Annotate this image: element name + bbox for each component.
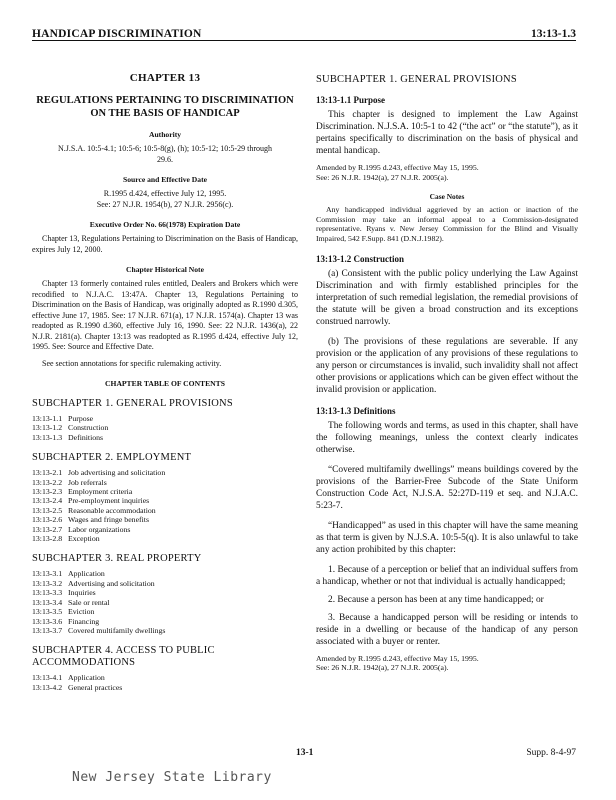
chapter-number: CHAPTER 13 (129, 72, 201, 84)
toc-subchapter-heading: SUBCHAPTER 4. ACCESS TO PUBLIC ACCOMMODATIONS (32, 645, 215, 669)
toc-item (32, 617, 298, 626)
toc-item-title: Financing (68, 616, 100, 626)
toc-item-number: 13:13-3.7 (32, 625, 63, 635)
toc-item-number: 13:13-4.1 (32, 673, 63, 683)
toc-item-number: 13:13-1.3 (32, 432, 63, 442)
source-line-1: R.1995 d.424, effective July 12, 1995. (103, 189, 227, 198)
case-notes-text: Any handicapped individual aggrieved by an action or inaction of the Commission may take an informal appeal to a Commission-designated representative. Ryans v. New Jersey Commission for the Blind and Visually Impaired, 542 F.Supp. 841 (D.N.J.1982). (316, 205, 578, 243)
toc-item-title: Reasonable accommodation (68, 505, 156, 515)
toc-item (32, 433, 298, 442)
toc-item-number: 13:13-2.7 (32, 524, 63, 534)
toc-subchapter-heading: SUBCHAPTER 3. REAL PROPERTY (32, 553, 202, 565)
table-of-contents (32, 398, 298, 692)
toc-item (32, 534, 298, 543)
header-section-number: 13:13-1.3 (530, 28, 576, 40)
purpose-amendment (316, 163, 578, 182)
toc-item-number: 13:13-3.4 (32, 597, 63, 607)
toc-item-number: 13:13-3.6 (32, 616, 63, 626)
section-heading-construction: 13:13-1.2 Construction (316, 253, 404, 264)
toc-item (32, 673, 298, 682)
toc-item-number: 13:13-2.6 (32, 515, 63, 525)
toc-item (32, 478, 298, 487)
toc-item-title: Advertising and solicitation (68, 578, 155, 588)
toc-item-number: 13:13-3.3 (32, 588, 63, 598)
toc-item (32, 423, 298, 432)
see-section-note: See section annotations for specific rulemaking activity. (42, 358, 222, 368)
toc-item (32, 598, 298, 607)
chapter-title: REGULATIONS PERTAINING TO DISCRIMINATION ON THE BASIS OF HANDICAP (36, 95, 294, 119)
toc-item (32, 569, 298, 578)
toc-item-number: 13:13-2.5 (32, 505, 63, 515)
definition-covered-multifamily: “Covered multifamily dwellings” means buildings covered by the provisions of the Barrier-Free Subcode of the State Uniform Construction Code Act, N.J.S.A. 52:27D-119 et seq. and N.J.A.C. 5:23-7. (316, 464, 578, 511)
authority-label: Authority (148, 130, 182, 139)
toc-item-title: Wages and fringe benefits (68, 515, 149, 525)
toc-item-number: 13:13-1.1 (32, 414, 63, 423)
toc-item-number: 13:13-2.8 (32, 534, 63, 544)
definitions-intro: The following words and terms, as used in this chapter, shall have the following meanings, unless the context clearly indicates otherwise. (316, 420, 578, 455)
section-heading-definitions: 13:13-1.3 Definitions (316, 405, 396, 416)
definition-handicapped: “Handicapped” as used in this chapter will have the same meaning as that term is given by N.J.S.A. 10:5-5(q). It is also unlawful to take any action prohibited by this chapter: (316, 520, 578, 555)
toc-item-number: 13:13-2.3 (32, 487, 63, 497)
toc-subchapter-heading: SUBCHAPTER 2. EMPLOYMENT (32, 452, 192, 464)
toc-item (32, 579, 298, 588)
supplement-date: Supp. 8-4-97 (526, 748, 576, 758)
construction-paragraph-b: (b) The provisions of these regulations are severable. If any provision or the application of any provisions of these regulations to any person or circumstances is invalid, such invalidity shall not affect other provisions or applications which can be given effect without the invalid provision or application. (316, 336, 578, 395)
page-number: 13-1 (296, 748, 314, 758)
source-label: Source and Effective Date (122, 175, 207, 184)
construction-paragraph-a: (a) Consistent with the public policy underlying the Law Against Discrimination and with firmly established principles for the interpretation of such remedial legislation, the remedial provisions of the statute will be given a broad construction and its exceptions construed narrowly. (316, 268, 578, 327)
toc-item-title: Eviction (68, 607, 95, 617)
toc-subchapter-heading: SUBCHAPTER 1. GENERAL PROVISIONS (32, 398, 233, 409)
toc-item-number: 13:13-2.2 (32, 477, 63, 487)
purpose-text: This chapter is designed to implement the Law Against Discrimination. N.J.S.A. 10:5-1 to 42 (“the act” or “the statute”), as it pertains specifically to discrimination on the basis of physical and mental handicap. (316, 110, 578, 156)
toc-list (32, 468, 298, 543)
subchapter-heading: SUBCHAPTER 1. GENERAL PROVISIONS (316, 74, 517, 85)
toc-item (32, 588, 298, 597)
toc-item (32, 626, 298, 635)
running-header (32, 22, 576, 41)
toc-list (32, 414, 298, 442)
toc-item-title: Inquiries (68, 588, 96, 598)
historical-note-label: Chapter Historical Note (126, 265, 204, 274)
toc-item-title: Purpose (68, 414, 94, 423)
toc-item-title: Application (68, 673, 105, 683)
definition-list-item: 2. Because a person has been at any time handicapped; or (328, 594, 544, 605)
toc-item-title: Covered multifamily dwellings (68, 625, 166, 635)
toc-item (32, 414, 298, 423)
toc-list (32, 673, 298, 692)
toc-item-title: Application (68, 569, 105, 579)
amendment-line: Amended by R.1995 d.243, effective May 15, 1995. (316, 163, 479, 172)
toc-item-number: 13:13-3.1 (32, 569, 63, 579)
toc-item (32, 525, 298, 534)
source-line-2: See: 27 N.J.R. 1954(b), 27 N.J.R. 2956(c). (96, 199, 234, 209)
authority-text: N.J.S.A. 10:5-4.1; 10:5-6; 10:5-8(g), (h); 10:5-12; 10:5-29 through 29.6. (58, 144, 272, 164)
case-notes-label: Case Notes (429, 192, 465, 202)
toc-item-title: Construction (68, 423, 109, 433)
toc-item-number: 13:13-1.2 (32, 423, 63, 433)
toc-item-title: Labor organizations (68, 524, 131, 534)
toc-item-number: 13:13-3.2 (32, 578, 63, 588)
toc-item (32, 607, 298, 616)
toc-item (32, 683, 298, 692)
executive-order-text: Chapter 13, Regulations Pertaining to Discrimination on the Basis of Handicap, expires July 12, 2000. (32, 234, 298, 254)
amendment-line: Amended by R.1995 d.243, effective May 15, 1995. (316, 653, 479, 663)
toc-item-number: 13:13-2.1 (32, 468, 63, 478)
header-title: HANDICAP DISCRIMINATION (32, 28, 202, 40)
definition-list-item: 1. Because of a perception or belief that an individual suffers from a handicap, whether or not that individual is actually handicapped; (316, 564, 578, 587)
toc-item-number: 13:13-4.2 (32, 682, 63, 692)
toc-item-number: 13:13-2.4 (32, 496, 63, 506)
right-column (316, 64, 578, 683)
toc-item (32, 506, 298, 515)
toc-label: CHAPTER TABLE OF CONTENTS (105, 379, 225, 388)
toc-item-number: 13:13-3.5 (32, 607, 63, 617)
library-stamp: New Jersey State Library (72, 770, 272, 785)
section-heading-purpose: 13:13-1.1 Purpose (316, 95, 385, 105)
historical-note-text: Chapter 13 formerly contained rules entitled, Dealers and Brokers which were recodified to N.J.A.C. 13:47A. Chapter 13, Regulations Pertaining to Discrimination on the Basis of Handicap, was originally adopted as R.1990 d.305, effective June 17, 1985. See: 17 N.J.R. 671(a), 17 N.J.R. 1574(a). Chapter 13 was readopted as R.1990 d.360, effective July 16, 1990. See: 22 N.J.R. 1436(a), 22 N.J.R. 2181(a). Chapter 13:13 was readopted as R.1995 d.424, effective July 12, 1995. See: Source and Effective Date. (32, 279, 298, 351)
definitions-amendment (316, 654, 578, 673)
definition-list-item: 3. Because a handicapped person will be residing or intends to reside in a dwelling or because of the handicap of any person associated with a buyer or renter. (316, 612, 578, 647)
toc-item-title: Employment criteria (68, 487, 133, 497)
toc-list (32, 569, 298, 635)
toc-item (32, 487, 298, 496)
toc-item-title: Definitions (68, 432, 104, 442)
left-column (32, 62, 298, 692)
toc-item-title: Job advertising and solicitation (68, 468, 166, 478)
amendment-line: See: 26 N.J.R. 1942(a), 27 N.J.R. 2005(a). (316, 172, 449, 182)
toc-item (32, 496, 298, 505)
toc-item-title: Job referrals (68, 477, 107, 487)
toc-item-title: Pre-employment inquiries (68, 496, 150, 506)
toc-item-title: Sale or rental (68, 597, 110, 607)
executive-order-label: Executive Order No. 66(1978) Expiration Date (89, 220, 241, 229)
toc-item (32, 468, 298, 477)
amendment-line: See: 26 N.J.R. 1942(a), 27 N.J.R. 2005(a). (316, 663, 449, 673)
toc-item-title: General practices (68, 682, 123, 692)
toc-item (32, 515, 298, 524)
toc-item-title: Exception (68, 534, 100, 544)
